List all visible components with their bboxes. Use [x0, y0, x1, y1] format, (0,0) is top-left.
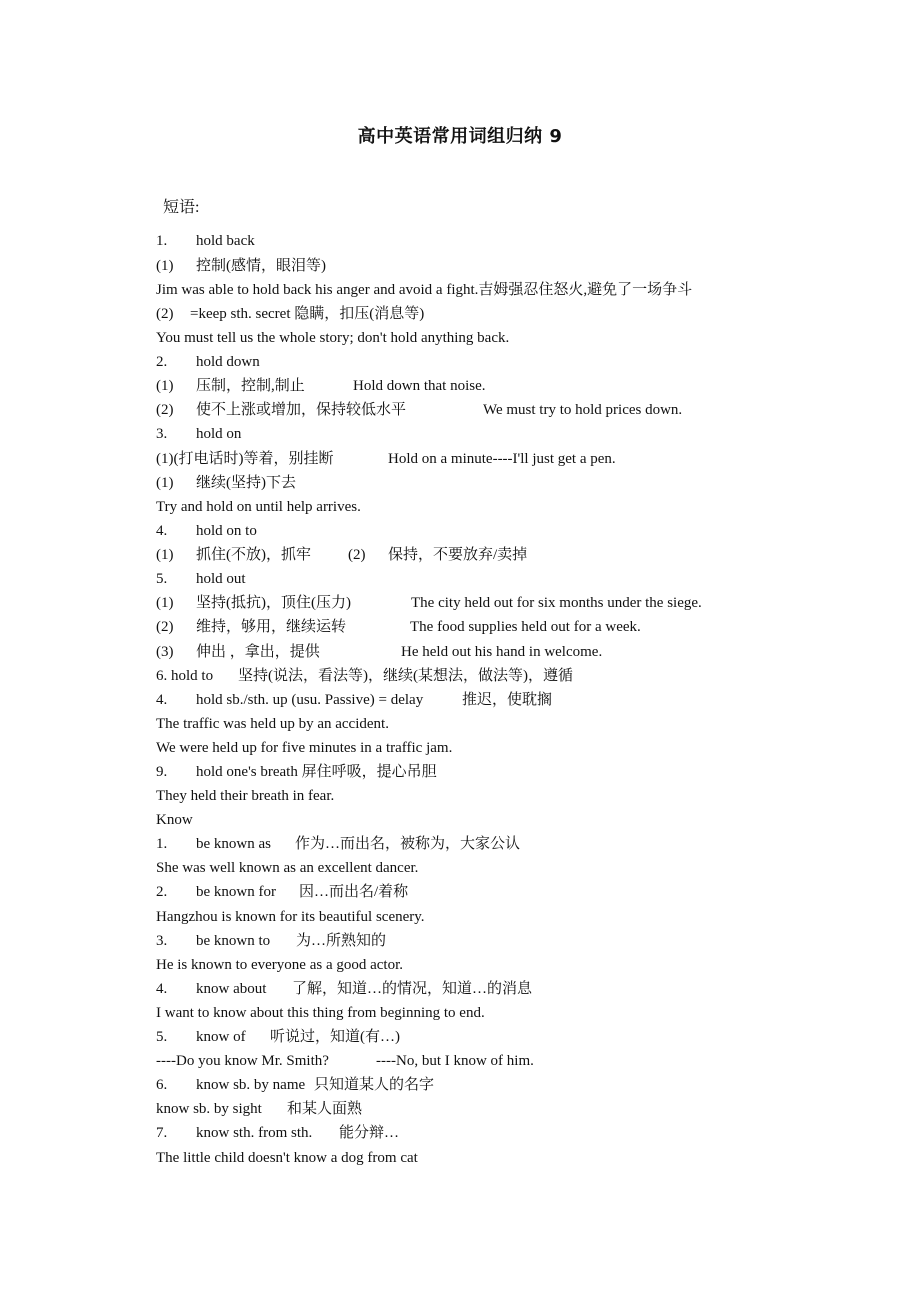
line-marker: 2. [156, 354, 168, 370]
line-marker: (1) [156, 595, 174, 611]
line-text: ----No, but I know of him. [376, 1053, 534, 1069]
line-marker: 1. [156, 233, 168, 249]
line-text: be known to [196, 933, 271, 949]
line-text: 伸出 ，拿出，提供 [196, 644, 320, 660]
line-marker: 6. hold to [156, 668, 214, 684]
line-marker: 5. [156, 571, 168, 587]
line-text: The traffic was held up by an accident. [156, 716, 389, 732]
line-marker: 3. [156, 933, 168, 949]
line-marker: (2) [156, 619, 174, 635]
line-marker: (2) [156, 402, 174, 418]
line-text: 了解，知道…的情况，知道…的消息 [292, 981, 533, 997]
line-text: hold out [196, 571, 246, 587]
line-text: 因…而出名/着称 [299, 884, 409, 900]
section-label: 短语: [163, 199, 200, 216]
line-marker: 3. [156, 426, 168, 442]
line-marker: 4. [156, 981, 168, 997]
line-text: 压制，控制,制止 [196, 378, 305, 394]
line-text: The food supplies held out for a week. [410, 619, 641, 635]
line-marker: know sb. by sight [156, 1101, 262, 1117]
line-text: 坚持(抵抗)，顶住(压力) [196, 595, 351, 611]
line-text: 推迟，使耽搁 [462, 692, 553, 708]
line-text: 维持，够用，继续运转 [196, 619, 347, 635]
line-marker: (2) [156, 306, 174, 322]
line-text: She was well known as an excellent dancer. [156, 860, 419, 876]
line-text: hold down [196, 354, 260, 370]
document-title: 高中英语常用词组归纳 9 [357, 126, 563, 147]
line-text: =keep sth. secret 隐瞒，扣压(消息等) [190, 306, 425, 322]
line-text: know of [196, 1029, 246, 1045]
line-text: 听说过，知道(有…) [270, 1029, 400, 1045]
line-text: He held out his hand in welcome. [401, 644, 603, 660]
line-marker: 6. [156, 1077, 168, 1093]
line-text: They held their breath in fear. [156, 788, 335, 804]
line-text: 为…所熟知的 [296, 933, 387, 949]
line-text: We must try to hold prices down. [483, 402, 683, 418]
line-marker: (1)(打电话时)等着，别挂断 [156, 451, 334, 467]
line-text: Jim was able to hold back his anger and avoid a fight.吉姆强忍住怒火,避免了一场争斗 [156, 282, 693, 298]
line-text: hold sb./sth. up (usu. Passive) = delay [196, 692, 424, 708]
line-text: hold on [196, 426, 242, 442]
line-marker: (1) [156, 378, 174, 394]
line-text: (2) [348, 547, 366, 563]
line-text: We were held up for five minutes in a traffic jam. [156, 740, 453, 756]
line-text: He is known to everyone as a good actor. [156, 957, 404, 973]
line-text: The little child doesn't know a dog from cat [156, 1150, 418, 1166]
line-marker: (3) [156, 644, 174, 660]
line-marker: (1) [156, 475, 174, 491]
line-marker: 5. [156, 1029, 168, 1045]
line-text: 作为…而出名，被称为，大家公认 [295, 836, 521, 852]
line-marker: 9. [156, 764, 168, 780]
line-text: 和某人面熟 [287, 1101, 363, 1117]
line-text: hold one's breath 屏住呼吸，提心吊胆 [196, 764, 437, 780]
line-text: I want to know about this thing from beginning to end. [156, 1005, 485, 1021]
line-text: 控制(感情，眼泪等) [196, 258, 326, 274]
line-text: 抓住(不放)，抓牢 [196, 547, 311, 563]
line-marker: 4. [156, 692, 168, 708]
line-marker: 7. [156, 1125, 168, 1141]
line-text: hold on to [196, 523, 257, 539]
line-text: The city held out for six months under the siege. [411, 595, 702, 611]
line-text: 使不上涨或增加，保持较低水平 [196, 402, 407, 418]
line-marker: 2. [156, 884, 168, 900]
line-text: 保持，不要放弃/卖掉 [388, 547, 528, 563]
line-text: know about [196, 981, 267, 997]
line-text: be known for [196, 884, 276, 900]
line-text: 坚持(说法，看法等)，继续(某想法，做法等)，遵循 [238, 668, 573, 684]
line-text: Hangzhou is known for its beautiful scenery. [156, 909, 425, 925]
line-marker: 4. [156, 523, 168, 539]
line-marker: (1) [156, 258, 174, 274]
line-marker: 1. [156, 836, 168, 852]
line-text: Hold down that noise. [353, 378, 486, 394]
line-text: 能分辩… [339, 1125, 400, 1141]
line-text: Try and hold on until help arrives. [156, 499, 361, 515]
line-text: be known as [196, 836, 271, 852]
line-text: Know [156, 812, 193, 828]
line-text: 只知道某人的名字 [314, 1077, 435, 1093]
line-marker: ----Do you know Mr. Smith? [156, 1053, 329, 1069]
line-text: know sb. by name [196, 1077, 306, 1093]
line-text: You must tell us the whole story; don't hold anything back. [156, 330, 510, 346]
line-text: know sth. from sth. [196, 1125, 313, 1141]
line-marker: (1) [156, 547, 174, 563]
line-text: Hold on a minute----I'll just get a pen. [388, 451, 616, 467]
line-text: 继续(坚持)下去 [196, 475, 296, 491]
line-text: hold back [196, 233, 255, 249]
